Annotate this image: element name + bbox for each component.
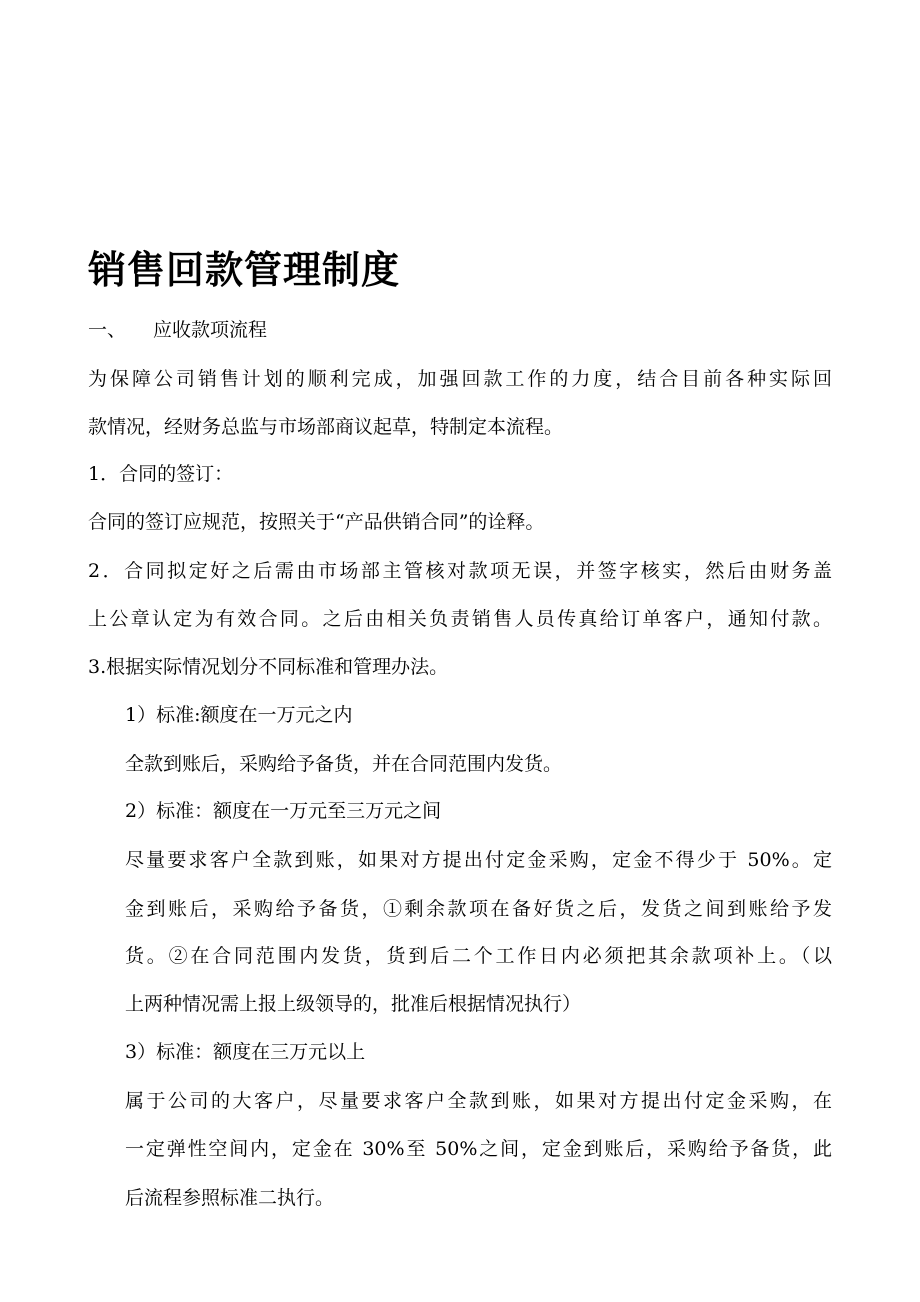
item1-heading: 1．合同的签订： bbox=[88, 463, 234, 485]
standard3-body-line: 一定弹性空间内，定金在 30%至 50%之间，定金到账后，采购给予备货，此 bbox=[125, 1138, 832, 1160]
standard2-body-line: 上两种情况需上报上级领导的，批准后根据情况执行） bbox=[125, 993, 582, 1015]
item2-line-1: 2．合同拟定好之后需由市场部主管核对款项无误，并签字核实，然后由财务盖 bbox=[88, 560, 832, 582]
standard2-body-line: 金到账后，采购给予备货，①剩余款项在备好货之后，发货之间到账给予发 bbox=[125, 898, 832, 920]
standard1-heading: 1）标准:额度在一万元之内 bbox=[125, 704, 353, 726]
standard1-body-line: 全款到账后，采购给予备货，并在合同范围内发货。 bbox=[125, 753, 563, 775]
standard2-body-line: 货。②在合同范围内发货，货到后二个工作日内必须把其余款项补上。（以 bbox=[125, 945, 832, 967]
section-number: 一、 bbox=[88, 319, 127, 341]
standard3-body-line: 后流程参照标准二执行。 bbox=[125, 1187, 335, 1209]
item3-heading: 3.根据实际情况划分不同标准和管理办法。 bbox=[88, 656, 449, 678]
standard2-heading: 2）标准：额度在一万元至三万元之间 bbox=[125, 800, 442, 822]
intro-line-2: 款情况，经财务总监与市场部商议起草，特制定本流程。 bbox=[88, 416, 564, 438]
standard3-heading: 3）标准：额度在三万元以上 bbox=[125, 1041, 366, 1063]
document-title: 销售回款管理制度 bbox=[88, 248, 401, 292]
section-heading: 应收款项流程 bbox=[153, 319, 268, 341]
item2-line-2: 上公章认定为有效合同。之后由相关负责销售人员传真给订单客户，通知付款。 bbox=[88, 608, 832, 630]
item1-body: 合同的签订应规范，按照关于“产品供销合同”的诠释。 bbox=[88, 511, 545, 533]
standard2-body-line: 尽量要求客户全款到账，如果对方提出付定金采购，定金不得少于 50%。定 bbox=[125, 849, 832, 871]
intro-line-1: 为保障公司销售计划的顺利完成，加强回款工作的力度，结合目前各种实际回 bbox=[88, 368, 832, 390]
standard3-body-line: 属于公司的大客户，尽量要求客户全款到账，如果对方提出付定金采购，在 bbox=[125, 1090, 832, 1112]
